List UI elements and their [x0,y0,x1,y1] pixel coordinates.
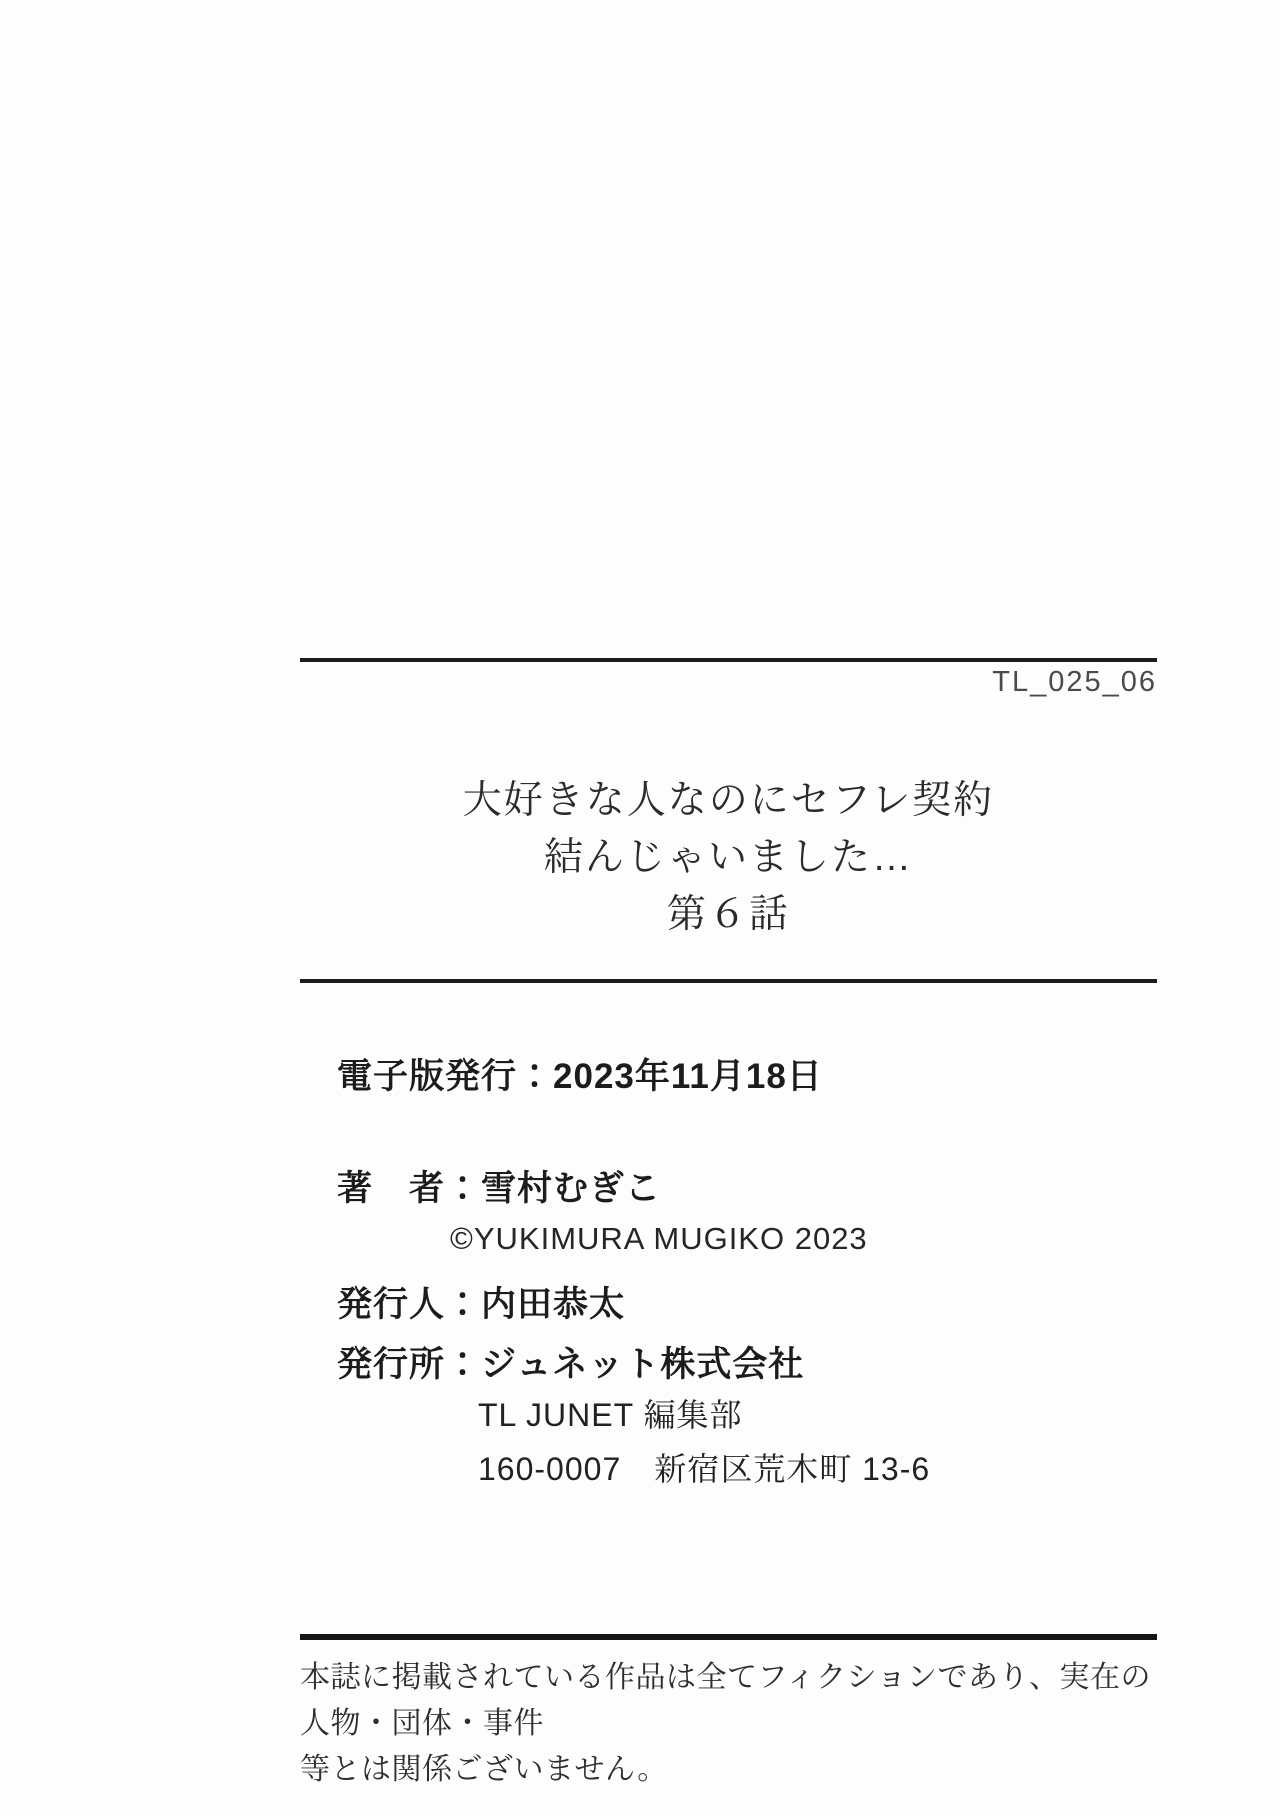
title-line-3: 第６話 [666,893,790,936]
publisher-company-row [337,1337,804,1387]
copyright-line: ©YUKIMURA MUGIKO 2023 [450,1221,868,1256]
edition-label: 電子版発行： [337,1057,554,1096]
work-title [300,772,1157,943]
publisher-address-line: 160-0007 新宿区荒木町 13-6 [478,1451,931,1487]
editorial-dept-line: TL JUNET 編集部 [478,1397,743,1433]
disclaimer-line-2: 等とは関係ございません。 [300,1753,668,1786]
publisher-company-label: 発行所： [337,1345,482,1384]
title-line-2: 結んじゃいました… [543,836,913,879]
edition-value: 2023年11月18日 [553,1057,823,1096]
publisher-person-value: 内田恭太 [481,1285,626,1324]
publisher-company-value: ジュネット株式会社 [481,1345,805,1384]
divider-middle-rule [300,979,1157,983]
fiction-disclaimer [300,1655,1170,1793]
author-row [337,1161,661,1211]
page-code: TL_025_06 [992,666,1157,698]
disclaimer-line-1: 本誌に掲載されている作品は全てフィクションであり、実在の人物・団体・事件 [300,1661,1151,1740]
edition-row [337,1049,823,1099]
publisher-person-row [337,1277,625,1327]
publisher-person-label: 発行人： [337,1285,482,1324]
author-value: 雪村むぎこ [481,1169,662,1208]
divider-top-rule [300,658,1157,662]
divider-bottom-rule [300,1634,1157,1640]
title-line-1: 大好きな人なのにセフレ契約 [462,779,995,822]
author-label: 著 者： [337,1169,482,1208]
